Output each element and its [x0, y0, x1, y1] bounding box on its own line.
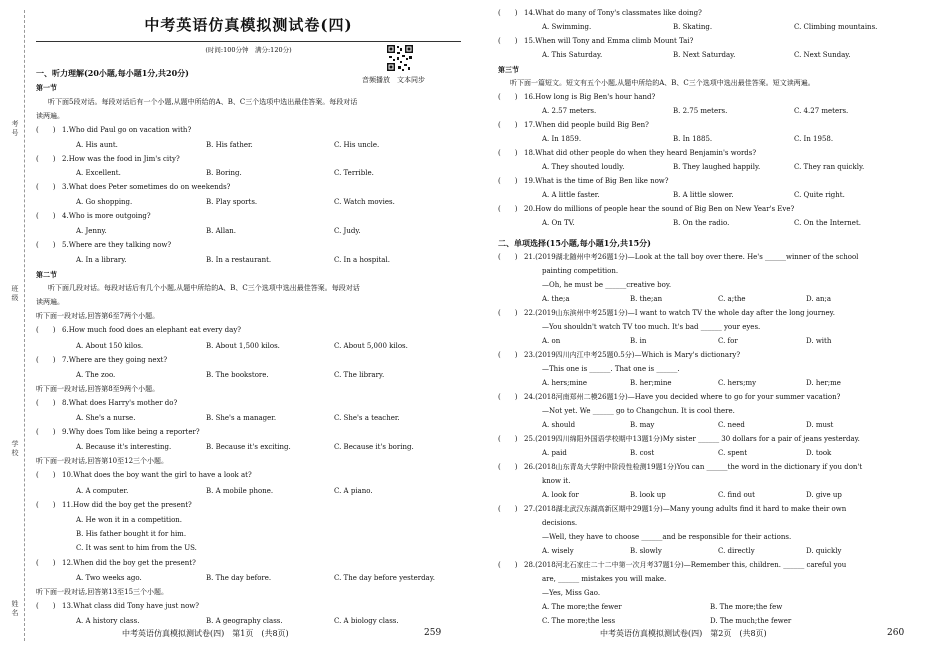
binding-margin — [0, 0, 26, 651]
option-c[interactable]: C. Next Sunday. — [794, 51, 851, 59]
question-line: decisions. — [542, 519, 578, 527]
exam-info: (时间:100分钟 满分:120分) — [205, 46, 292, 54]
option-b[interactable]: B. They laughed happily. — [673, 163, 761, 171]
option-b[interactable]: B. Skating. — [673, 23, 713, 31]
option-c[interactable]: C. Watch movies. — [334, 198, 395, 206]
option-c[interactable]: C. About 5,000 kilos. — [334, 342, 408, 350]
question-line: know it. — [542, 477, 571, 485]
option-a[interactable]: A. should — [542, 421, 576, 429]
option-c[interactable]: C. 4.27 meters. — [794, 107, 849, 115]
qr-caption: 音频播放 文本同步 — [362, 76, 425, 84]
option-b[interactable]: B. 2.75 meters. — [673, 107, 728, 115]
option-a[interactable]: A. On TV. — [542, 219, 575, 227]
option-c[interactable]: C. She's a teacher. — [334, 414, 400, 422]
group-note: 听下面一段对话,回答第10至12三个小题。 — [36, 457, 169, 465]
option-a[interactable]: A. About 150 kilos. — [76, 342, 144, 350]
option-b[interactable]: B. Play sports. — [206, 198, 258, 206]
option-a[interactable]: A. paid — [542, 449, 567, 457]
option-a[interactable]: A. In 1859. — [542, 135, 582, 143]
title-rule — [36, 41, 461, 42]
question-stem: ( ) 5.Where are they talking now? — [36, 241, 172, 249]
qr-code-icon[interactable] — [386, 44, 414, 72]
question-stem: ( ) 3.What does Peter sometimes do on weekends? — [36, 183, 231, 191]
option-c[interactable]: C. Quite right. — [794, 191, 845, 199]
question-line: —You shouldn't watch TV too much. It's bad ______ your eyes. — [542, 323, 761, 331]
option-b[interactable]: B. her;mine — [630, 379, 672, 387]
section-heading-choice: 二、单项选择(15小题,每小题1分,共15分) — [498, 238, 651, 248]
option-b[interactable]: B. slowly — [630, 547, 662, 555]
question-stem: ( ) 11.How did the boy get the present? — [36, 501, 192, 509]
option-a[interactable]: A. Excellent. — [76, 169, 121, 177]
question-stem: ( ) 6.How much food does an elephant eat every day? — [36, 326, 242, 334]
question-stem: ( ) 25.(2019四川绵阳外国语学校期中13题1分)My sister ______ 30 dollars for a pair of jeans yesterday. — [498, 435, 860, 443]
option-b[interactable]: B. About 1,500 kilos. — [206, 342, 280, 350]
instruction-line: 听下面5段对话。每段对话后有一个小题,从题中所给的A、B、C三个选项中选出最佳答案。每段对话 — [48, 98, 358, 106]
option-b[interactable]: B. Allan. — [206, 227, 237, 235]
question-line: are, ______ mistakes you will make. — [542, 575, 667, 583]
option-b[interactable]: B. His father. — [206, 141, 253, 149]
option-c[interactable]: C. The library. — [334, 371, 385, 379]
option-c[interactable]: C. It was sent to him from the US. — [76, 544, 197, 552]
option-a[interactable]: A. Go shopping. — [76, 198, 133, 206]
option-a[interactable]: A. Two weeks ago. — [76, 574, 142, 582]
option-b[interactable]: B. In 1885. — [673, 135, 713, 143]
option-a[interactable]: A. Because it's interesting. — [76, 443, 172, 451]
option-c[interactable]: C. Because it's boring. — [334, 443, 414, 451]
option-a[interactable]: A. hers;mine — [542, 379, 587, 387]
option-b[interactable]: B. His father bought it for him. — [76, 530, 187, 538]
question-stem: ( ) 7.Where are they going next? — [36, 356, 168, 364]
question-stem: ( ) 13.What class did Tony have just now? — [36, 602, 200, 610]
question-stem: ( ) 22.(2019山东滨州中考25题1分)—I want to watch TV the whole day after the long journey. — [498, 309, 835, 317]
question-line: —Not yet. We ______ go to Changchun. It is cool there. — [542, 407, 735, 415]
option-d[interactable]: D. quickly — [806, 547, 842, 555]
option-d[interactable]: D. The much;the fewer — [710, 617, 792, 625]
question-line: —Yes, Miss Gao. — [542, 589, 601, 597]
option-a[interactable]: A. Jenny. — [76, 227, 107, 235]
option-b[interactable]: B. The day before. — [206, 574, 272, 582]
option-c[interactable]: C. The more;the less — [542, 617, 616, 625]
question-stem: ( ) 23.(2019四川内江中考25题0.5分)—Which is Mary's dictionary? — [498, 351, 741, 359]
option-a[interactable]: A. Swimming. — [542, 23, 592, 31]
option-d[interactable]: D. give up — [806, 491, 842, 499]
page-title: 中考英语仿真模拟测试卷(四) — [144, 16, 353, 34]
question-stem: ( ) 18.What did other people do when they heard Benjamin's words? — [498, 149, 757, 157]
option-b[interactable]: B. On the radio. — [673, 219, 730, 227]
question-stem: ( ) 4.Who is more outgoing? — [36, 212, 151, 220]
instruction-line: 听下面几段对话。每段对话后有几个小题,从题中所给的A、B、C三个选项中选出最佳答案。每段对话 — [48, 284, 360, 292]
part-heading-2: 第二节 — [36, 270, 57, 279]
option-c[interactable]: C. Climbing mountains. — [794, 23, 878, 31]
page-footer: 中考英语仿真模拟测试卷(四) 第2页 (共8页) — [600, 629, 767, 638]
option-b[interactable]: B. Boring. — [206, 169, 242, 177]
question-stem: ( ) 12.When did the boy get the present? — [36, 559, 196, 567]
option-a[interactable]: A. look for — [542, 491, 579, 499]
question-stem: ( ) 10.What does the boy want the girl to have a look at? — [36, 471, 252, 479]
question-line: —Oh, he must be ______creative boy. — [542, 281, 672, 289]
option-b[interactable]: B. The more;the few — [710, 603, 783, 611]
group-note: 听下面一段对话,回答第6至7两个小题。 — [36, 312, 160, 320]
option-c[interactable]: C. find out — [718, 491, 755, 499]
question-stem: ( ) 16.How long is Big Ben's hour hand? — [498, 93, 656, 101]
margin-label-class: 班级 — [11, 285, 19, 303]
option-b[interactable]: B. Next Saturday. — [673, 51, 736, 59]
option-a[interactable]: A. The more;the fewer — [542, 603, 622, 611]
question-stem: ( ) 9.Why does Tom like being a reporter? — [36, 428, 200, 436]
option-b[interactable]: B. look up — [630, 491, 666, 499]
group-note: 听下面一段对话,回答第8至9两个小题。 — [36, 385, 160, 393]
option-c[interactable]: C. In 1958. — [794, 135, 834, 143]
option-a[interactable]: A. They shouted loudly. — [542, 163, 625, 171]
option-b[interactable]: B. A geography class. — [206, 617, 283, 625]
option-d[interactable]: D. must — [806, 421, 834, 429]
option-a[interactable]: A. He won it in a competition. — [76, 516, 183, 524]
option-c[interactable]: C. directly — [718, 547, 755, 555]
question-stem: ( ) 15.When will Tony and Emma climb Mount Tai? — [498, 37, 694, 45]
question-stem: ( ) 26.(2018山东青岛大学附中阶段性检测19题1分)You can ______the word in the dictionary if you don't — [498, 463, 863, 471]
option-a[interactable]: A. wisely — [542, 547, 574, 555]
option-a[interactable]: A. This Saturday. — [542, 51, 603, 59]
question-stem: ( ) 24.(2018河南郑州二模26题1分)—Have you decided where to go for your summer vacation? — [498, 393, 841, 401]
option-a[interactable]: A. In a library. — [76, 256, 127, 264]
option-a[interactable]: A. 2.57 meters. — [542, 107, 597, 115]
question-stem: ( ) 17.When did people build Big Ben? — [498, 121, 649, 129]
question-stem: ( ) 2.How was the food in Jim's city? — [36, 155, 180, 163]
option-c[interactable]: C. need — [718, 421, 745, 429]
option-a[interactable]: A. on — [542, 337, 561, 345]
option-b[interactable]: B. cost — [630, 449, 655, 457]
option-c[interactable]: C. In a hospital. — [334, 256, 390, 264]
right-page — [480, 0, 950, 651]
question-line: —Well, they have to choose ______and be responsible for their actions. — [542, 533, 792, 541]
margin-label-name: 姓名 — [11, 600, 19, 618]
option-d[interactable]: D. took — [806, 449, 832, 457]
option-b[interactable]: B. A mobile phone. — [206, 487, 274, 495]
instruction-line: 听下面一篇短文。短文有五个小题,从题中所给的A、B、C三个选项中选出最佳答案。短文读两遍。 — [510, 79, 815, 87]
option-c[interactable]: C. A biology class. — [334, 617, 399, 625]
option-a[interactable]: A. the;a — [542, 295, 570, 303]
page-footer: 中考英语仿真模拟测试卷(四) 第1页 (共8页) — [122, 629, 289, 638]
option-b[interactable]: B. Because it's exciting. — [206, 443, 291, 451]
option-b[interactable]: B. In a restaurant. — [206, 256, 272, 264]
option-d[interactable]: D. an;a — [806, 295, 832, 303]
option-c[interactable]: C. A piano. — [334, 487, 373, 495]
question-stem: ( ) 27.(2018湖北武汉东湖高新区期中29题1分)—Many young adults find it hard to make their own — [498, 505, 847, 513]
option-c[interactable]: C. Terrible. — [334, 169, 374, 177]
question-stem: ( ) 20.How do millions of people hear the sound of Big Ben on New Year's Eve? — [498, 205, 795, 213]
option-a[interactable]: A. The zoo. — [76, 371, 116, 379]
option-a[interactable]: A. A little faster. — [542, 191, 600, 199]
question-line: —This one is ______. That one is ______. — [542, 365, 680, 373]
question-stem: ( ) 21.(2019湖北随州中考26题1分)—Look at the tall boy over there. He's ______winner of the school — [498, 253, 859, 261]
option-b[interactable]: B. The bookstore. — [206, 371, 269, 379]
group-note: 听下面一段对话,回答第13至15三个小题。 — [36, 588, 169, 596]
option-c[interactable]: C. a;the — [718, 295, 746, 303]
question-line: painting competition. — [542, 267, 619, 275]
instruction-line: 读两遍。 — [36, 298, 64, 306]
instruction-line: 读两遍。 — [36, 112, 64, 120]
option-d[interactable]: D. with — [806, 337, 832, 345]
option-b[interactable]: B. the;an — [630, 295, 663, 303]
option-a[interactable]: A. A computer. — [76, 487, 129, 495]
margin-label-school: 学校 — [11, 440, 19, 458]
part-heading-1: 第一节 — [36, 83, 57, 92]
option-b[interactable]: B. A little slower. — [673, 191, 734, 199]
option-b[interactable]: B. She's a manager. — [206, 414, 277, 422]
question-stem: ( ) 28.(2018河北石家庄二十二中第一次月考37题1分)—Remember this, children. ______ careful you — [498, 561, 847, 569]
option-a[interactable]: A. A history class. — [76, 617, 140, 625]
question-stem: ( ) 1.Who did Paul go on vacation with? — [36, 126, 192, 134]
option-d[interactable]: D. her;me — [806, 379, 841, 387]
part-heading-3: 第三节 — [498, 65, 519, 74]
section-heading-listening: 一、听力理解(20小题,每小题1分,共20分) — [36, 68, 189, 78]
option-a[interactable]: A. She's a nurse. — [76, 414, 136, 422]
option-b[interactable]: B. may — [630, 421, 655, 429]
option-b[interactable]: B. in — [630, 337, 647, 345]
question-stem: ( ) 8.What does Harry's mother do? — [36, 399, 178, 407]
option-c[interactable]: C. Judy. — [334, 227, 361, 235]
option-a[interactable]: A. His aunt. — [76, 141, 118, 149]
option-c[interactable]: C. They ran quickly. — [794, 163, 865, 171]
margin-label-exam-no: 考号 — [11, 120, 19, 138]
page-number: 259 — [424, 628, 442, 638]
question-stem: ( ) 14.What do many of Tony's classmates like doing? — [498, 9, 702, 17]
option-c[interactable]: C. hers;my — [718, 379, 757, 387]
question-stem: ( ) 19.What is the time of Big Ben like now? — [498, 177, 669, 185]
option-c[interactable]: C. On the Internet. — [794, 219, 861, 227]
option-c[interactable]: C. spent — [718, 449, 748, 457]
page-number: 260 — [887, 628, 905, 638]
option-c[interactable]: C. The day before yesterday. — [334, 574, 435, 582]
option-c[interactable]: C. for — [718, 337, 738, 345]
cut-line — [24, 10, 25, 641]
option-c[interactable]: C. His uncle. — [334, 141, 380, 149]
